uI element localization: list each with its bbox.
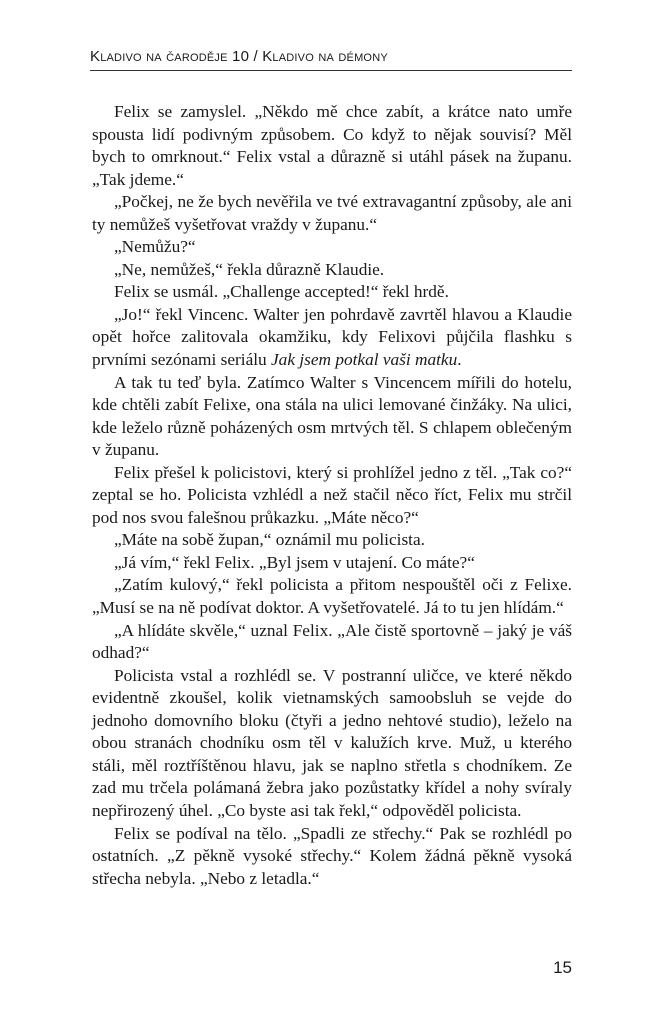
paragraph: „Máte na sobě župan,“ oznámil mu policista. — [114, 530, 425, 550]
header-rule — [90, 70, 572, 71]
paragraph: „Zatím kulový,“ řekl policista a přitom nespouštěl oči z Felixe. „Musí se na ně podívat doktor. A vyšetřovatelé. Já to tu jen hlídám.“ — [92, 575, 572, 618]
paragraph: Felix se usmál. „Challenge accepted!“ řekl hrdě. — [114, 282, 449, 302]
paragraph: Felix přešel k policistovi, který si prohlížel jedno z těl. „Tak co?“ zeptal se ho. Policista vzhlédl a než stačil něco říct, Felix mu strčil pod nos svou falešnou průkazku. „Máte něco?“ — [92, 462, 572, 527]
paragraph: Felix se zamyslel. „Někdo mě chce zabít, a krátce nato umře spousta lidí podivným způsobem. Co když to nějak souvisí? Měl bych to omrknout.“ Felix vstal a důrazně si utáhl pásek na županu. „Tak jdeme.“ — [92, 102, 572, 189]
paragraph-text: „Jo!“ řekl Vincenc. Walter jen pohrdavě zavrtěl hlavou a Klaudie opět hořce zalitovala okamžiku, kdy Felixovi půjčila flashku s prvními sezónami seriálu — [92, 304, 572, 370]
paragraph: „Ne, nemůžeš,“ řekla důrazně Klaudie. — [114, 259, 385, 279]
paragraph: Policista vstal a rozhlédl se. V postranní uličce, ve které někdo evidentně zkoušel, kolik vietnamských samoobsluh se vejde do jednoho domovního bloku (čtyři a jedno nehtové studio), leželo na obou stranách chodníku osm těl v kalužích krve. Muž, u kterého stáli, měl roztříštěnou hlavu, jak se naplno střetla s chodníkem. Ze zad mu trčela polámaná žebra jako pozůstatky křídel a nohy svíraly nepřirozený úhel. „Co byste asi tak řekl,“ odpověděl policista. — [92, 665, 572, 820]
running-header: Kladivo na čaroděje 10 / Kladivo na démony — [90, 48, 388, 65]
paragraph: Felix se podíval na tělo. „Spadli ze střechy.“ Pak se rozhlédl po ostatních. „Z pěkně vysoké střechy.“ Kolem žádná pěkně vysoká střecha nebyla. „Nebo z letadla.“ — [92, 823, 572, 888]
paragraph: „Počkej, ne že bych nevěřila ve tvé extravagantní způsoby, ale ani ty nemůžeš vyšetřovat vraždy v županu.“ — [92, 192, 572, 234]
series-title: Jak jsem potkal vaši matku — [271, 350, 458, 370]
paragraph: „Já vím,“ řekl Felix. „Byl jsem v utajení. Co máte?“ — [114, 552, 475, 572]
paragraph — [92, 304, 572, 372]
paragraph: A tak tu teď byla. Zatímco Walter s Vincencem mířili do hotelu, kde chtěli zabít Felixe, ona stála na ulici lemované činžáky. Na ulici, kde leželo různě poházených osm mrtvých těl. S chlapem oblečeným v županu. — [92, 372, 572, 460]
paragraph-text: . — [457, 350, 462, 370]
body-text — [92, 101, 572, 890]
paragraph: „Nemůžu?“ — [114, 237, 196, 257]
paragraph: „A hlídáte skvěle,“ uznal Felix. „Ale čistě sportovně – jaký je váš odhad?“ — [92, 620, 572, 663]
page-number: 15 — [553, 958, 572, 977]
